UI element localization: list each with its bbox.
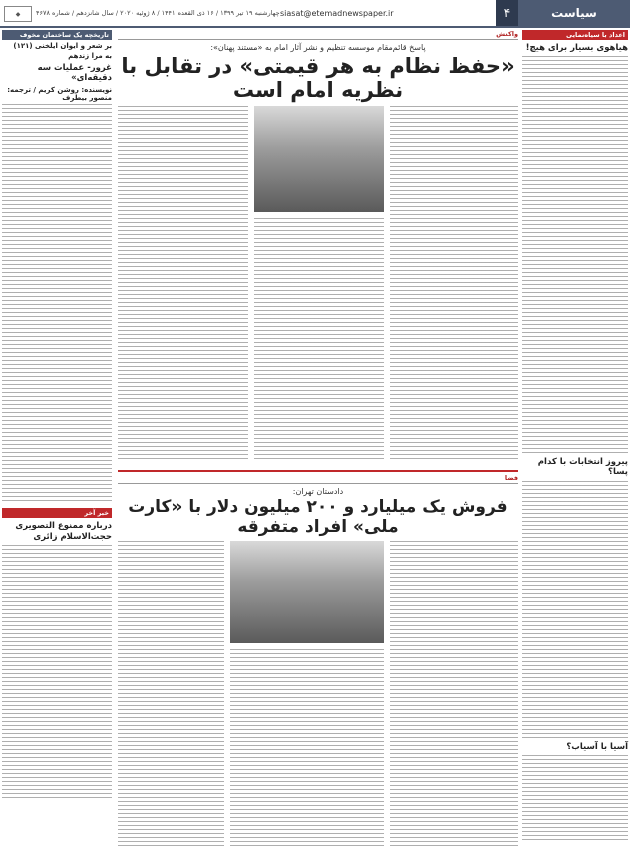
page-header bbox=[0, 0, 630, 28]
column-tag: تاریخچه یک ساختمان مخوف bbox=[2, 30, 112, 40]
article-body bbox=[118, 541, 224, 849]
article-kicker: پاسخ قائم‌مقام موسسه تنظیم و نشر آثار امام به «مستند پهنان»: bbox=[210, 43, 426, 52]
article-body bbox=[118, 106, 248, 462]
article-body bbox=[390, 106, 518, 462]
article-byline: نویسنده: روشن کریم / ترجمه: منصور بیطرف bbox=[7, 86, 112, 103]
article-headline: درباره ممنوع التصویری حجت‌الاسلام زائری bbox=[15, 521, 112, 542]
article-block bbox=[118, 106, 518, 466]
divider bbox=[118, 470, 518, 472]
article-kicker: دادستان تهران: bbox=[292, 487, 344, 497]
main-column bbox=[118, 30, 518, 820]
article-headline: پیروز انتخابات با کدام پسا؟ bbox=[537, 457, 628, 478]
article-headline: غرور- عملیات سه دقیقه‌ای» bbox=[37, 63, 112, 84]
article-headline: فروش یک میلیارد و ۲۰۰ میلیون دلار با «کارت ملی» افراد متفرقه bbox=[128, 497, 508, 537]
section-tag: فضا bbox=[118, 474, 518, 484]
article-body bbox=[254, 218, 384, 462]
column-tag: اعداد با سیاه‌نمایی bbox=[522, 30, 628, 40]
article-block bbox=[118, 541, 518, 853]
article-subhead: به مرا زندهم bbox=[68, 52, 112, 60]
column-tag: خبر آخر bbox=[2, 508, 112, 518]
article-headline: «حفظ نظام به هر قیمتی» در تقابل با نظریه امام است bbox=[121, 54, 515, 103]
article-photo bbox=[230, 541, 384, 643]
article-body bbox=[230, 649, 384, 849]
page-number: ۴ bbox=[496, 0, 518, 26]
article-body bbox=[2, 104, 112, 504]
article-body bbox=[2, 545, 112, 800]
article-headline: آسیا با آسیاب؟ bbox=[566, 741, 628, 752]
right-column bbox=[522, 30, 628, 820]
article-photo bbox=[254, 106, 384, 212]
section-email[interactable]: siasat@etemadnewspaper.ir bbox=[280, 8, 394, 18]
article-body bbox=[390, 541, 518, 849]
article-subhead: بر شعر و ایوان ایلخنی (۱۲۱) bbox=[13, 42, 112, 50]
article-body bbox=[522, 755, 628, 841]
section-tag: واکنش bbox=[118, 30, 518, 40]
article-body bbox=[522, 481, 628, 739]
newspaper-logo-icon: ◆ bbox=[4, 6, 32, 22]
left-column bbox=[2, 30, 112, 820]
dateline: چهارشنبه ۱۹ تیر ۱۳۹۹ / ۱۶ ذی القعده ۱۴۴۱ / ۸ ژوئیه ۲۰۲۰ / سال شانزدهم / شماره ۴۶۷۸ bbox=[36, 9, 280, 17]
article-headline: هیاهوی بسیار برای هیچ! bbox=[525, 43, 628, 53]
section-title: سیاست bbox=[518, 0, 630, 26]
article-body bbox=[522, 56, 628, 454]
